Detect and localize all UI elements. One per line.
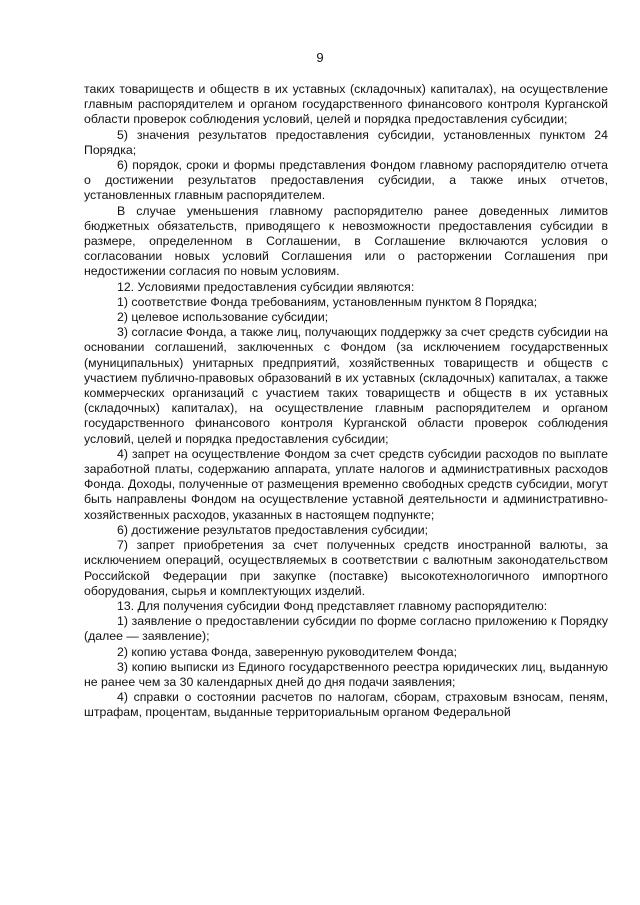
paragraph: 12. Условиями предоставления субсидии являются: — [117, 279, 415, 294]
document-body — [84, 82, 608, 721]
paragraph: 6) достижение результатов предоставления субсидии; — [117, 522, 428, 537]
paragraph: 3) согласие Фонда, а также лиц, получающих поддержку за счет средств субсидии на основании соглашений, заключенных с Фондом (за исключением государственных (муниципальных) унитарных предприятий, хозяйственных товариществ и обществ с участием публично-правовых образований в их уставных (складочных) капиталах, а также коммерческих организаций с участием таких товариществ и обществ в их уставных (складочных) капиталах), на осуществление главным распорядителем и органом государственного финансового контроля Курганской области проверок соблюдения условий, целей и порядка предоставления субсидии; — [84, 325, 608, 446]
paragraph: 1) заявление о предоставлении субсидии по форме согласно приложению к Порядку (далее — заявление); — [84, 614, 608, 644]
paragraph: 2) целевое использование субсидии; — [117, 310, 329, 325]
paragraph: 2) копию устава Фонда, заверенную руководителем Фонда; — [117, 644, 458, 659]
paragraph: 5) значения результатов предоставления субсидии, установленных пунктом 24 Порядка; — [84, 127, 608, 157]
page-number: 9 — [316, 50, 324, 65]
paragraph: 3) копию выписки из Единого государственного реестра юридических лиц, выданную не ранее чем за 30 календарных дней до дня подачи заявления; — [84, 659, 608, 689]
paragraph: 7) запрет приобретения за счет полученных средств иностранной валюты, за исключением операций, осуществляемых в соответствии с валютным законодательством Российской Федерации при закупке (поставке) высокотехнологичного импортного оборудования, сырья и комплектующих изделий. — [84, 538, 608, 598]
paragraph: 4) запрет на осуществление Фондом за счет средств субсидии расходов по выплате заработной платы, содержанию аппарата, уплате налогов и административных расходов Фонда. Доходы, полученные от размещения временно свободных средств субсидии, могут быть направлены Фондом на осуществление уставной деятельности и административно-хозяйственных расходов, указанных в настоящем подпункте; — [84, 446, 608, 522]
paragraph: 4) справки о состоянии расчетов по налогам, сборам, страховым взносам, пеням, штрафам, процентам, выданные территориальным органом Федеральной — [84, 690, 608, 720]
paragraph: таких товариществ и обществ в их уставных (складочных) капиталах), на осуществление главным распорядителем и органом государственного финансового контроля Курганской области проверок соблюдения условий, целей и порядка предоставления субсидии; — [84, 82, 608, 127]
paragraph: 13. Для получения субсидии Фонд представляет главному распорядителю: — [117, 598, 548, 613]
paragraph: 6) порядок, сроки и формы представления Фондом главному распорядителю отчета о достижении результатов предоставления субсидии, а также иных отчетов, установленных главным распорядителем. — [84, 158, 608, 203]
paragraph: 1) соответствие Фонда требованиям, установленным пунктом 8 Порядка; — [117, 294, 538, 309]
paragraph: В случае уменьшения главному распорядителю ранее доведенных лимитов бюджетных обязательств, приводящего к невозможности предоставления субсидии в размере, определенном в Соглашении, в Соглашение включаются условия о согласовании новых условий Соглашения или о расторжении Соглашения при недостижении согласия по новым условиям. — [84, 203, 608, 279]
